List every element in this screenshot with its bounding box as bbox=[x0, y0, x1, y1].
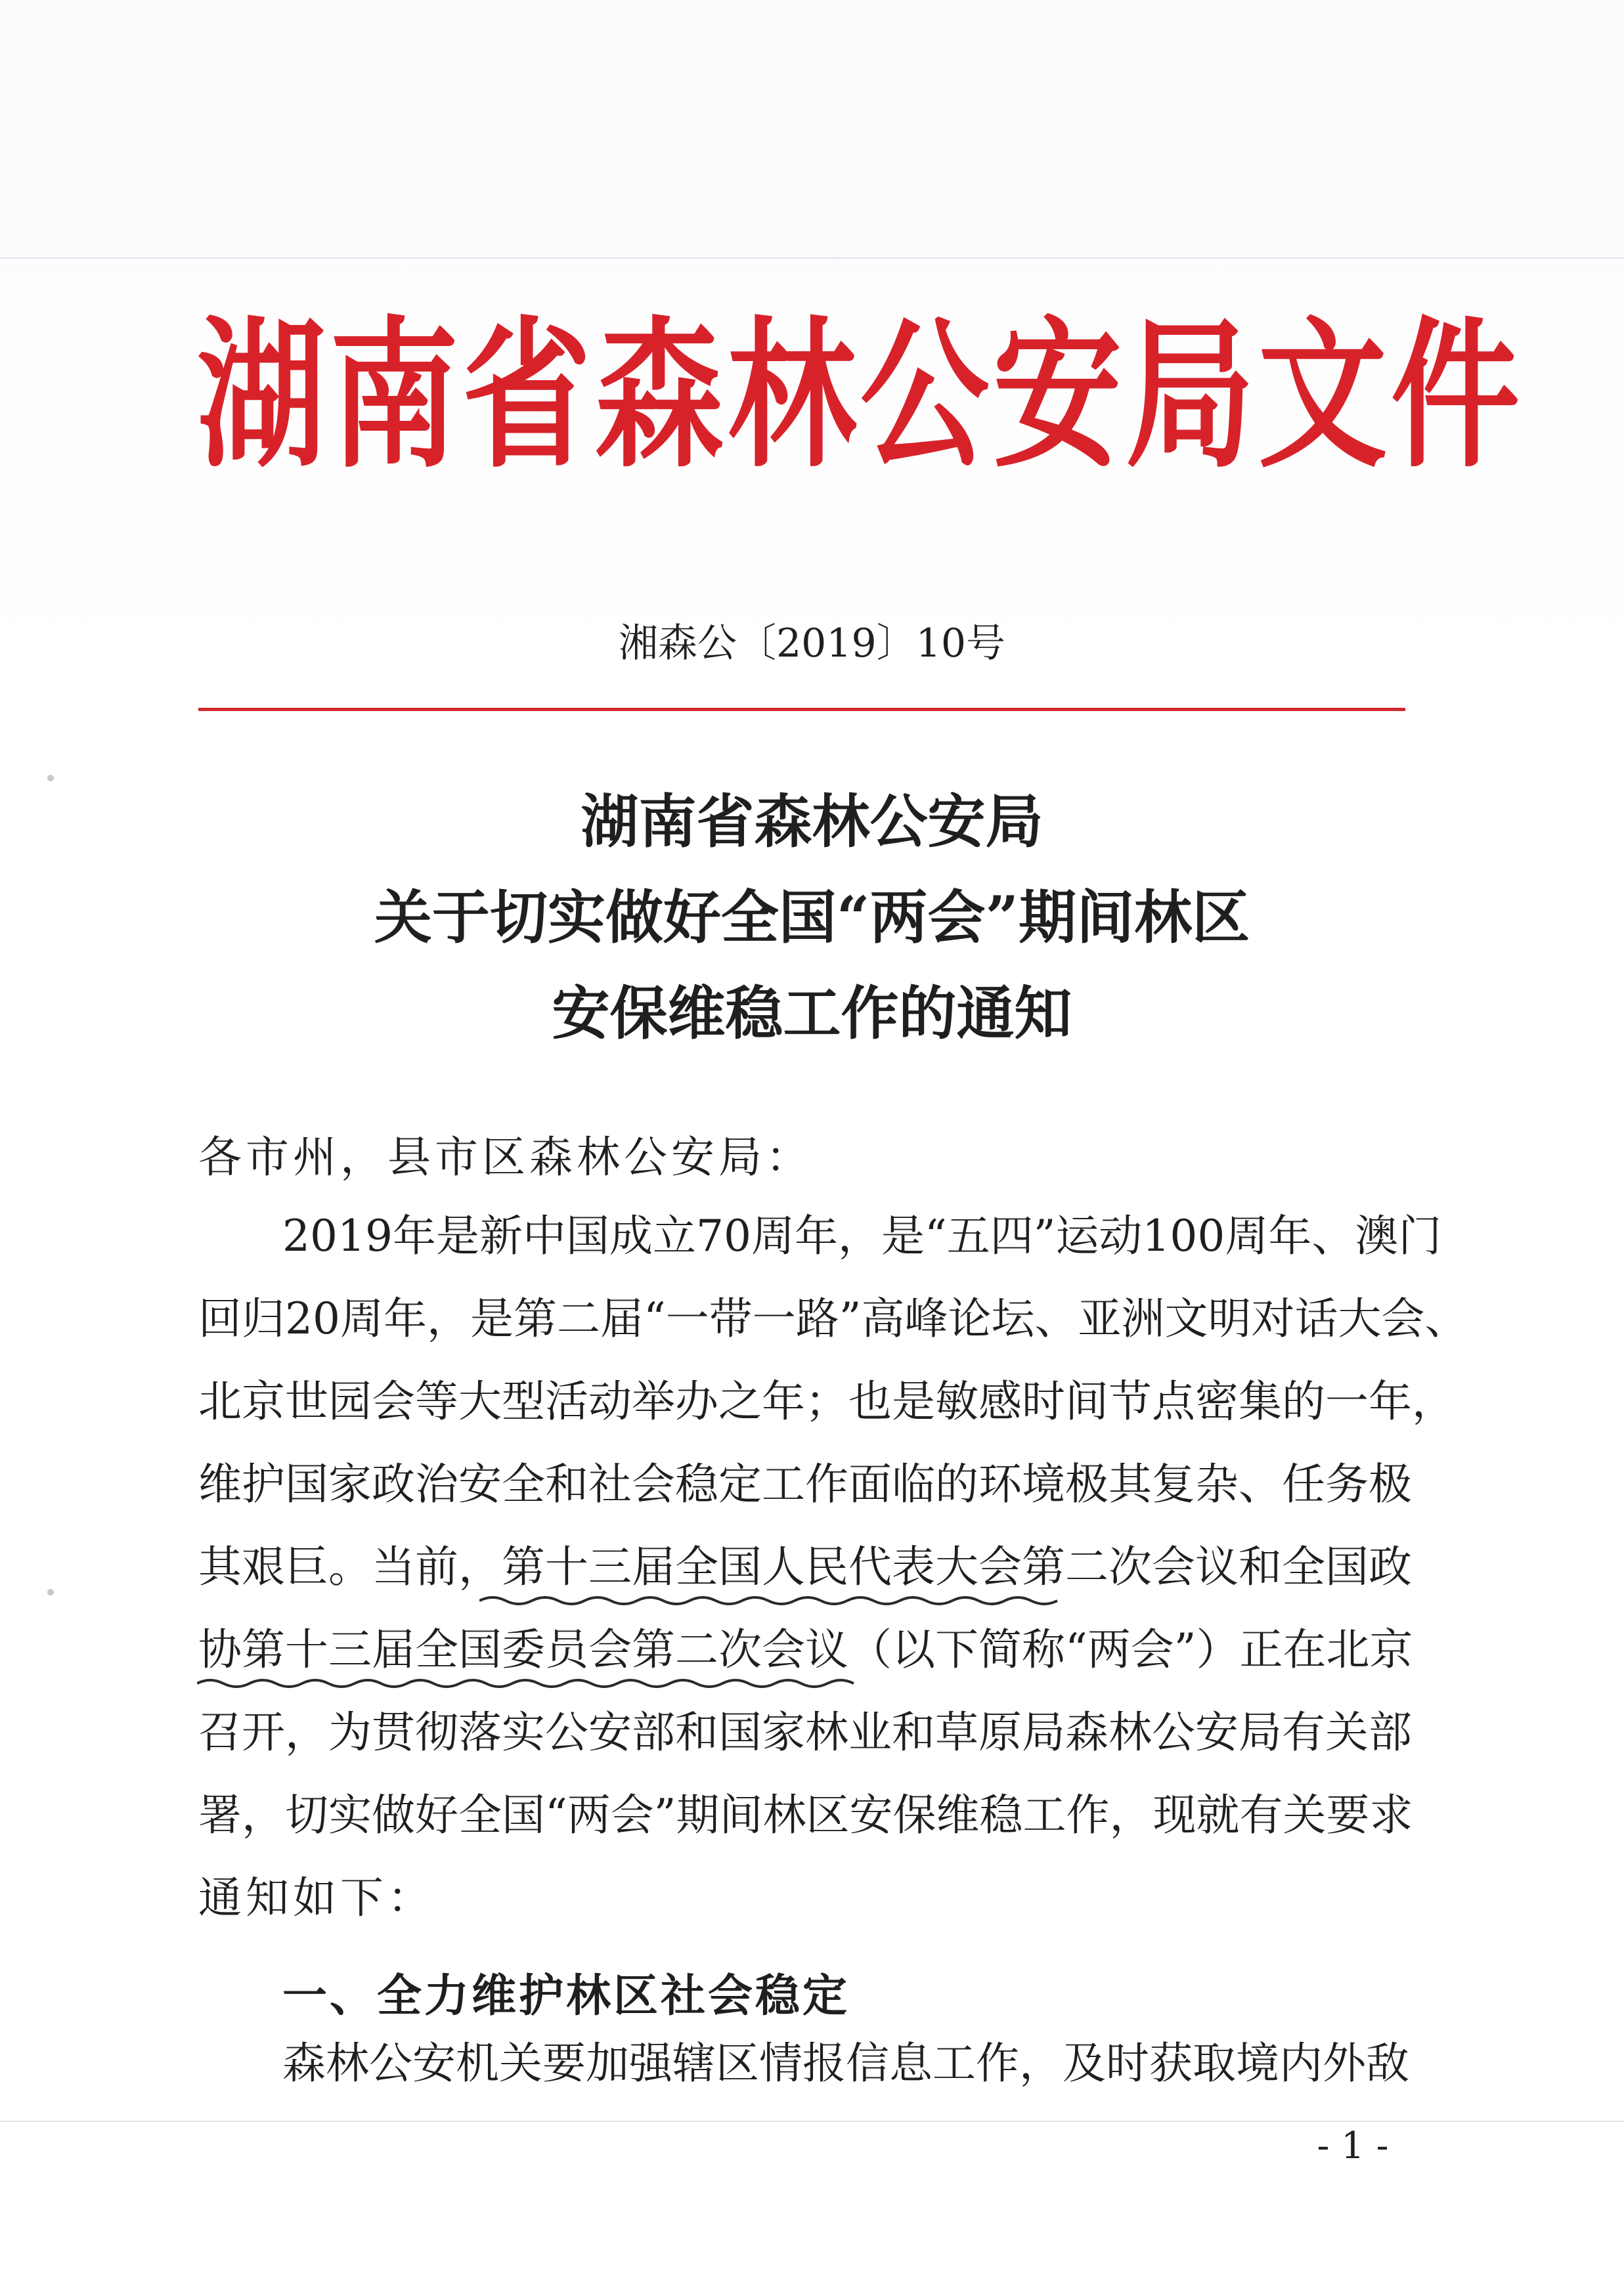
title-line-3: 安保维稳工作的通知 bbox=[552, 979, 1072, 1047]
red-header-title: 湖南省森林公安局文件 bbox=[197, 301, 1524, 490]
title-line-2: 关于切实做好全国“两会”期间林区 bbox=[374, 883, 1250, 951]
paragraph-line: 北京世园会等大型活动举办之年；也是敏感时间节点密集的一年， bbox=[198, 1376, 1455, 1427]
salutation: 各市州，县市区森林公安局： bbox=[198, 1132, 813, 1182]
paragraph-line: 森林公安机关要加强辖区情报信息工作，及时获取境内外敌 bbox=[282, 2038, 1409, 2089]
section-heading: 一、全力维护林区社会稳定 bbox=[282, 1970, 850, 2022]
document-title bbox=[0, 773, 1624, 1061]
paragraph-line: 维护国家政治安全和社会稳定工作面临的环境极其复杂、任务极 bbox=[198, 1459, 1412, 1509]
paragraph-line: 协第十三届全国委员会第二次会议（以下简称“两会”）正在北京 bbox=[198, 1624, 1413, 1675]
title-line-1: 湖南省森林公安局 bbox=[581, 787, 1043, 856]
paragraph-line: 召开，为贯彻落实公安部和国家林业和草原局森林公安局有关部 bbox=[198, 1707, 1412, 1758]
paragraph-line: 其艰巨。当前，第十三届全国人民代表大会第二次会议和全国政 bbox=[198, 1542, 1412, 1592]
scan-artifact-line bbox=[0, 2121, 1624, 2122]
scan-artifact-line bbox=[0, 257, 1624, 259]
paragraph-line: 回归20周年，是第二届“一带一路”高峰论坛、亚洲文明对话大会、 bbox=[198, 1293, 1468, 1344]
margin-mark bbox=[47, 1589, 54, 1595]
paragraph-line: 通知如下： bbox=[198, 1873, 435, 1923]
red-divider-rule bbox=[198, 708, 1405, 711]
document-number: 湘森公〔2019〕10号 bbox=[618, 620, 1006, 666]
paragraph-line: 署，切实做好全国“两会”期间林区安保维稳工作，现就有关要求 bbox=[198, 1790, 1413, 1840]
page-number: - 1 - bbox=[1317, 2125, 1389, 2167]
paragraph-line: 2019年是新中国成立70周年，是“五四”运动100周年、澳门 bbox=[282, 1211, 1442, 1261]
